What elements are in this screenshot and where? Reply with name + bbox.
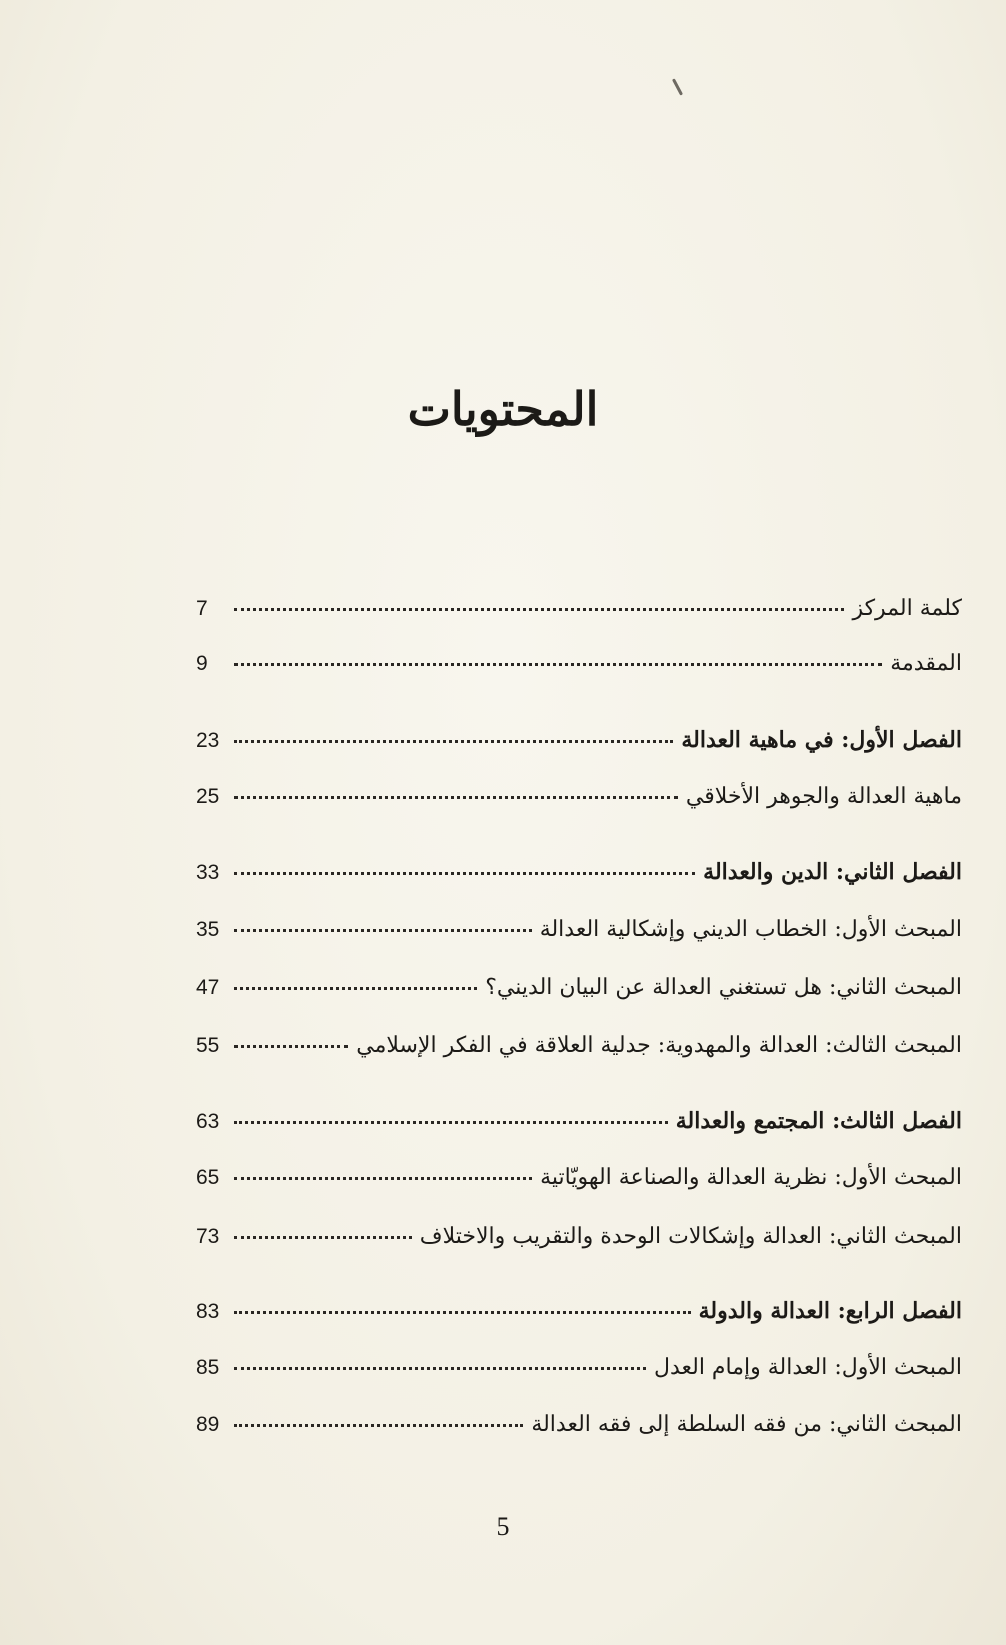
toc-entry-title: المبحث الأول: الخطاب الديني وإشكالية العدالة — [539, 917, 962, 942]
toc-entry-title: المقدمة — [890, 651, 962, 676]
page-title: المحتويات — [407, 382, 599, 436]
toc-chapter-title: الفصل الأول: في ماهية العدالة — [681, 727, 962, 753]
dot-leader — [234, 987, 477, 990]
toc-row[interactable] — [196, 1412, 962, 1456]
toc-page-number: 73 — [196, 1225, 220, 1248]
toc-entry-title: المبحث الثالث: العدالة والمهدوية: جدلية العلاقة في الفكر الإسلامي — [356, 1033, 962, 1058]
toc-page-number: 55 — [196, 1034, 220, 1057]
toc-row[interactable] — [196, 1224, 962, 1268]
toc-row[interactable] — [196, 784, 962, 828]
dot-leader — [234, 1121, 668, 1124]
toc-page-number: 7 — [196, 597, 208, 620]
toc-chapter-title: الفصل الثاني: الدين والعدالة — [703, 859, 962, 885]
toc-page-number: 47 — [196, 976, 220, 999]
toc-chapter-title: الفصل الرابع: العدالة والدولة — [698, 1298, 962, 1324]
toc-page-number: 23 — [196, 729, 220, 752]
toc-page-number: 83 — [196, 1300, 220, 1323]
toc-row[interactable] — [196, 1033, 962, 1077]
toc-chapter-row[interactable] — [196, 859, 962, 903]
toc-chapter-row[interactable] — [196, 727, 962, 771]
toc-chapter-row[interactable] — [196, 1298, 962, 1342]
toc-page-number: 9 — [196, 652, 208, 675]
toc-entry-title: المبحث الأول: نظرية العدالة والصناعة الهويّاتية — [540, 1165, 962, 1190]
toc-row[interactable] — [196, 1355, 962, 1399]
toc-row[interactable] — [196, 651, 962, 695]
toc-chapter-row[interactable] — [196, 1108, 962, 1152]
toc-row[interactable] — [196, 596, 962, 640]
dot-leader — [234, 1045, 348, 1048]
toc-page-number: 25 — [196, 785, 220, 808]
dot-leader — [234, 1367, 646, 1370]
toc-page-number: 63 — [196, 1110, 220, 1133]
toc-page-number: 33 — [196, 861, 220, 884]
toc-page-number: 89 — [196, 1413, 220, 1436]
dot-leader — [234, 663, 882, 666]
toc-entry-title: المبحث الثاني: العدالة وإشكالات الوحدة والتقريب والاختلاف — [419, 1224, 962, 1249]
toc-page-number: 65 — [196, 1166, 220, 1189]
toc-page-number: 35 — [196, 918, 220, 941]
dot-leader — [234, 929, 532, 932]
toc-entry-title: المبحث الثاني: هل تستغني العدالة عن البيان الديني؟ — [485, 975, 962, 1000]
page-number: 5 — [496, 1512, 510, 1541]
toc-chapter-title: الفصل الثالث: المجتمع والعدالة — [675, 1108, 962, 1134]
dot-leader — [234, 740, 673, 743]
toc-row[interactable] — [196, 975, 962, 1019]
toc-page-number: 85 — [196, 1356, 220, 1379]
dot-leader — [234, 1177, 532, 1180]
toc-entry-title: المبحث الأول: العدالة وإمام العدل — [653, 1355, 962, 1380]
toc-row[interactable] — [196, 917, 962, 961]
dot-leader — [234, 1236, 412, 1239]
toc-row[interactable] — [196, 1165, 962, 1209]
table-of-contents — [196, 0, 962, 1645]
dot-leader — [234, 1311, 691, 1314]
toc-entry-title: كلمة المركز — [852, 596, 962, 621]
dot-leader — [234, 796, 678, 799]
toc-entry-title: ماهية العدالة والجوهر الأخلاقي — [685, 784, 962, 809]
toc-entry-title: المبحث الثاني: من فقه السلطة إلى فقه العدالة — [531, 1412, 962, 1437]
dot-leader — [234, 872, 695, 875]
dot-leader — [234, 1424, 523, 1427]
dot-leader — [234, 608, 844, 611]
